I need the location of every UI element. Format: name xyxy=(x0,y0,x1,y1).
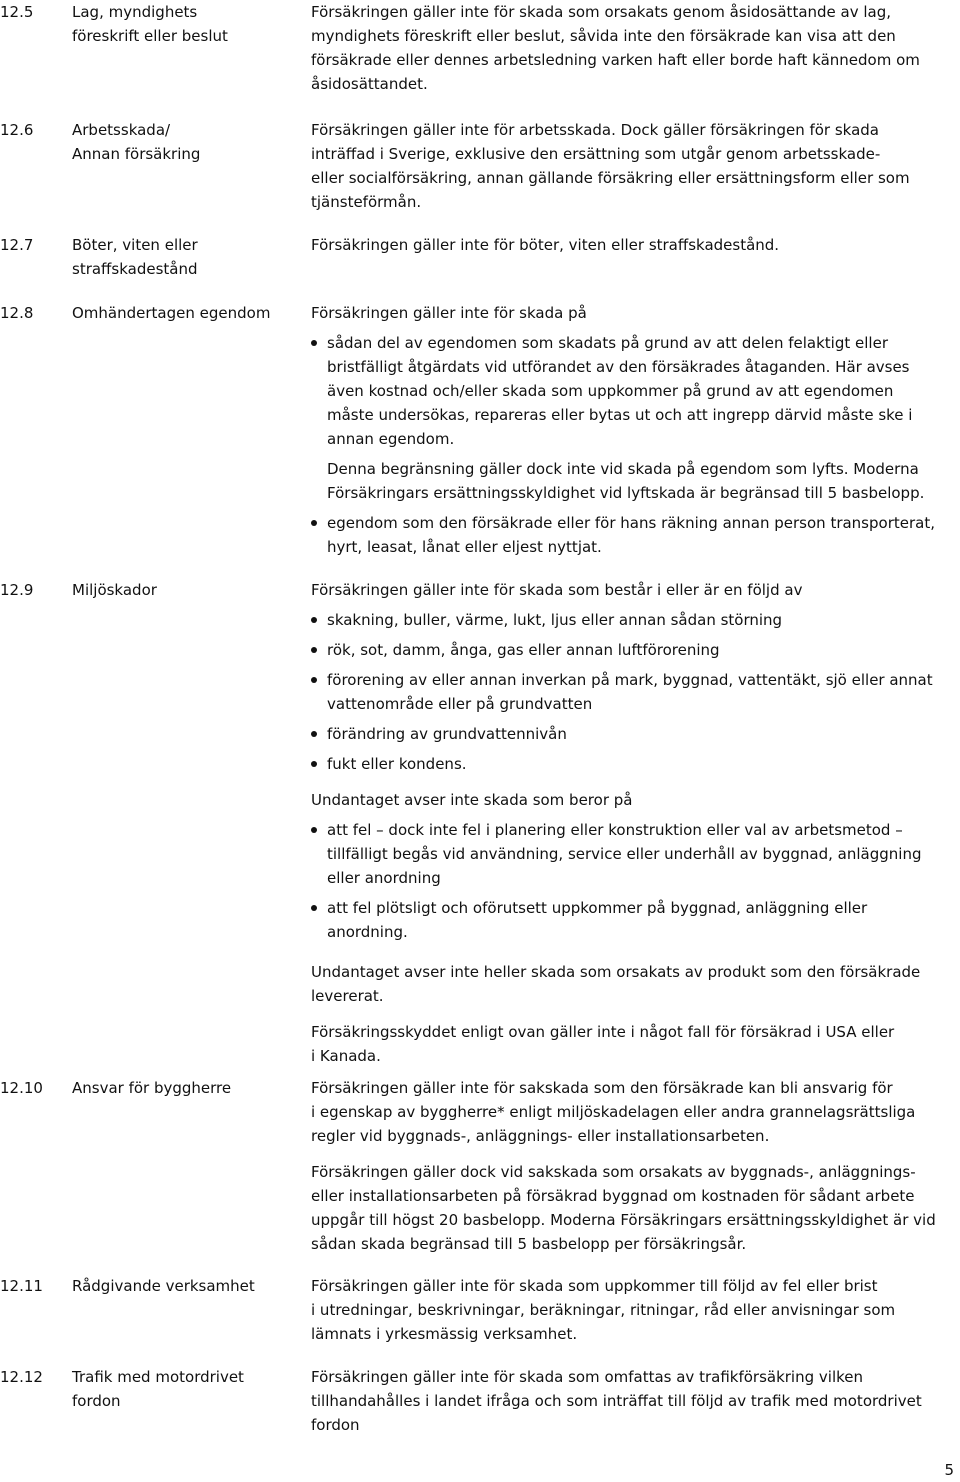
bullet-icon xyxy=(311,677,317,683)
section-title-line: Rådgivande verksamhet xyxy=(72,1277,255,1295)
bullet-icon xyxy=(311,827,317,833)
text-line: egendom som den försäkrade eller för hans räkning annan person transporterat, xyxy=(327,514,935,532)
section-number: 12.5 xyxy=(0,3,34,21)
text-line: Denna begränsning gäller dock inte vid skada på egendom som lyfts. Moderna xyxy=(327,460,919,478)
text-line: fordon xyxy=(311,1416,360,1434)
text-line: försäkrade eller dennes arbetsledning varken haft eller borde haft kännedom om xyxy=(311,51,920,69)
paragraph xyxy=(311,1274,959,1346)
paragraph xyxy=(311,1076,959,1148)
text-line: Försäkringen gäller inte för arbetsskada. Dock gäller försäkringen för skada xyxy=(311,121,880,139)
list-item xyxy=(311,896,959,944)
page-number: 5 xyxy=(944,1461,954,1479)
section-title-line: fordon xyxy=(72,1392,121,1410)
section-title-line: Omhändertagen egendom xyxy=(72,304,271,322)
section-number: 12.6 xyxy=(0,121,34,139)
section-title-line: Böter, viten eller xyxy=(72,236,198,254)
bullet-icon xyxy=(311,731,317,737)
section-title-line: Annan försäkring xyxy=(72,145,201,163)
paragraph xyxy=(311,118,959,214)
section-number: 12.7 xyxy=(0,236,34,254)
text-line: att fel – dock inte fel i planering eller konstruktion eller val av arbetsmetod – xyxy=(327,821,903,839)
section-body xyxy=(311,1365,959,1443)
text-line: Försäkringen gäller dock vid sakskada som orsakats av byggnads-, anläggnings- xyxy=(311,1163,916,1181)
list-item xyxy=(311,608,959,632)
bullet-list xyxy=(311,608,959,776)
intro-text: Försäkringen gäller inte för skada på xyxy=(311,304,587,322)
text-line: eller installationsarbeten på försäkrad byggnad om kostnaden för sådant arbete xyxy=(311,1187,915,1205)
list-item xyxy=(311,331,959,505)
text-line: anordning. xyxy=(327,923,408,941)
section-title xyxy=(72,1365,302,1413)
text-line: måste undersökas, repareras eller bytas ut och att ingrepp därvid måste ske i xyxy=(327,406,913,424)
text-line: Försäkringen gäller inte för böter, viten eller straffskadestånd. xyxy=(311,236,780,254)
section-body xyxy=(311,301,959,565)
intro-text: Undantaget avser inte skada som beror på xyxy=(311,791,633,809)
text-line: fukt eller kondens. xyxy=(327,755,467,773)
bullet-list xyxy=(311,331,959,559)
section-number: 12.9 xyxy=(0,581,34,599)
text-line: tillfälligt begås vid användning, service eller underhåll av byggnad, anläggning xyxy=(327,845,922,863)
section-body xyxy=(311,578,959,1074)
list-item xyxy=(311,818,959,890)
section-number: 12.11 xyxy=(0,1277,43,1295)
bullet-icon xyxy=(311,761,317,767)
section-body xyxy=(311,0,959,102)
text-line: förändring av grundvattennivån xyxy=(327,725,567,743)
section-body xyxy=(311,118,959,220)
paragraph xyxy=(311,960,959,1008)
text-line: rök, sot, damm, ånga, gas eller annan luftförorening xyxy=(327,641,720,659)
text-line: Undantaget avser inte heller skada som orsakats av produkt som den försäkrade xyxy=(311,963,921,981)
text-line: sådan skada begränsad till 5 basbelopp per försäkringsår. xyxy=(311,1235,747,1253)
text-line: tillhandahålles i landet ifråga och som inträffat till följd av trafik med motordrivet xyxy=(311,1392,922,1410)
text-line: i utredningar, beskrivningar, beräkningar, ritningar, råd eller anvisningar som xyxy=(311,1301,896,1319)
list-item xyxy=(311,722,959,746)
text-line: i egenskap av byggherre* enligt miljöskadelagen eller andra grannelagsrättsliga xyxy=(311,1103,916,1121)
section-title-line: Arbetsskada/ xyxy=(72,121,171,139)
text-line: förorening av eller annan inverkan på mark, byggnad, vattentäkt, sjö eller annat xyxy=(327,671,933,689)
section-title xyxy=(72,233,302,281)
paragraph xyxy=(311,0,959,96)
section-title xyxy=(72,118,302,166)
section-title-line: föreskrift eller beslut xyxy=(72,27,228,45)
bullet-note xyxy=(327,457,959,505)
list-item xyxy=(311,638,959,662)
bullet-list xyxy=(311,818,959,944)
section-number: 12.8 xyxy=(0,304,34,322)
section-title-line: Miljöskador xyxy=(72,581,157,599)
text-line: i Kanada. xyxy=(311,1047,381,1065)
section-title-line: straffskadestånd xyxy=(72,260,198,278)
text-line: skakning, buller, värme, lukt, ljus eller annan sådan störning xyxy=(327,611,783,629)
text-line: annan egendom. xyxy=(327,430,455,448)
bullet-icon xyxy=(311,617,317,623)
list-item xyxy=(311,752,959,776)
section-title xyxy=(72,1076,302,1100)
text-line: uppgår till högst 20 basbelopp. Moderna Försäkringars ersättningsskyldighet är vid xyxy=(311,1211,936,1229)
section-title-line: Lag, myndighets xyxy=(72,3,198,21)
intro-text: Försäkringen gäller inte för skada som består i eller är en följd av xyxy=(311,581,803,599)
text-line: åsidosättandet. xyxy=(311,75,428,93)
section-title-line: Trafik med motordrivet xyxy=(72,1368,244,1386)
text-line: inträffad i Sverige, exklusive den ersättning som utgår genom arbetsskade- xyxy=(311,145,881,163)
text-line: även kostnad och/eller skada som uppkommer på grund av att egendomen xyxy=(327,382,894,400)
section-title xyxy=(72,301,302,325)
paragraph xyxy=(311,1020,959,1068)
text-line: lämnats i yrkesmässig verksamhet. xyxy=(311,1325,578,1343)
text-line: eller anordning xyxy=(327,869,441,887)
paragraph xyxy=(311,1160,959,1256)
section-title xyxy=(72,578,302,602)
list-item xyxy=(311,511,959,559)
section-title xyxy=(72,0,302,48)
text-line: Försäkringen gäller inte för skada som orsakats genom åsidosättande av lag, xyxy=(311,3,892,21)
list-item xyxy=(311,668,959,716)
text-line: myndighets föreskrift eller beslut, såvida inte den försäkrade kan visa att den xyxy=(311,27,896,45)
text-line: att fel plötsligt och oförutsett uppkommer på byggnad, anläggning eller xyxy=(327,899,868,917)
text-line: sådan del av egendomen som skadats på grund av att delen felaktigt eller xyxy=(327,334,888,352)
section-number: 12.12 xyxy=(0,1368,43,1386)
section-body xyxy=(311,233,959,263)
paragraph xyxy=(311,233,959,257)
text-line: Försäkringen gäller inte för sakskada som den försäkrade kan bli ansvarig för xyxy=(311,1079,893,1097)
bullet-icon xyxy=(311,340,317,346)
section-number: 12.10 xyxy=(0,1079,43,1097)
paragraph xyxy=(311,1365,959,1437)
text-line: Försäkringen gäller inte för skada som uppkommer till följd av fel eller brist xyxy=(311,1277,878,1295)
section-body xyxy=(311,1076,959,1262)
text-line: levererat. xyxy=(311,987,384,1005)
text-line: Försäkringsskyddet enligt ovan gäller inte i något fall för försäkrad i USA eller xyxy=(311,1023,895,1041)
section-title-line: Ansvar för byggherre xyxy=(72,1079,232,1097)
section-title xyxy=(72,1274,302,1298)
text-line: hyrt, leasat, lånat eller eljest nyttjat. xyxy=(327,538,602,556)
text-line: bristfälligt åtgärdats vid utförandet av den försäkrades åtaganden. Här avses xyxy=(327,358,910,376)
text-line: eller socialförsäkring, annan gällande försäkring eller ersättningsform eller som xyxy=(311,169,910,187)
text-line: Försäkringen gäller inte för skada som omfattas av trafikförsäkring vilken xyxy=(311,1368,863,1386)
bullet-icon xyxy=(311,905,317,911)
text-line: regler vid byggnads-, anläggnings- eller installationsarbeten. xyxy=(311,1127,770,1145)
text-line: vattenområde eller på grundvatten xyxy=(327,695,593,713)
bullet-icon xyxy=(311,520,317,526)
section-body xyxy=(311,1274,959,1352)
bullet-icon xyxy=(311,647,317,653)
text-line: tjänsteförmån. xyxy=(311,193,422,211)
text-line: Försäkringars ersättningsskyldighet vid lyftskada är begränsad till 5 basbelopp. xyxy=(327,484,925,502)
